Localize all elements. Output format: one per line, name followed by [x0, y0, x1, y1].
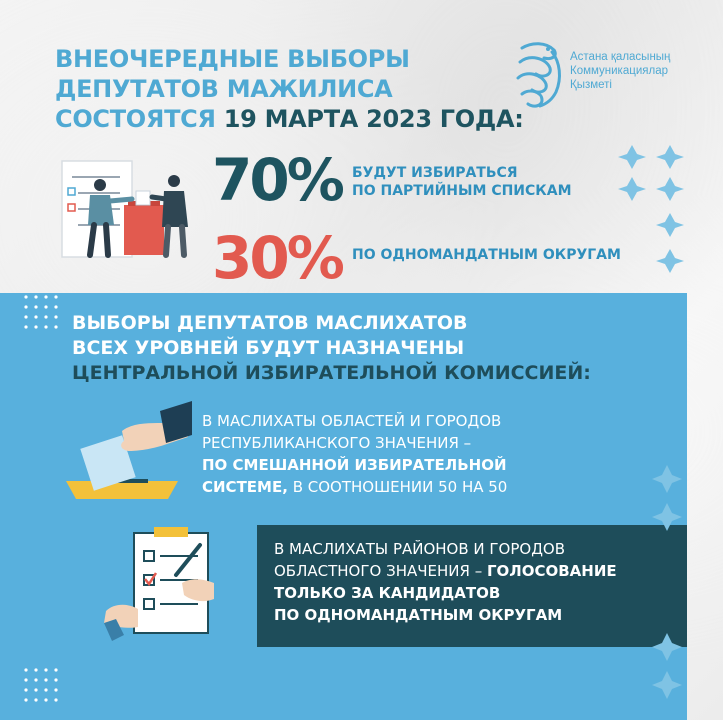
dots-bottom-left-icon: [22, 666, 62, 706]
maslikhat-title-line-3: ЦЕНТРАЛЬНОЙ ИЗБИРАТЕЛЬНОЙ КОМИССИЕЙ:: [72, 362, 591, 384]
voters-ballot-box-illustration: [56, 155, 206, 260]
block-regional-line-2: РЕСПУБЛИКАНСКОГО ЗНАЧЕНИЯ –: [202, 434, 472, 452]
block-district-bold-2: ГОЛОСОВАНИЕ: [486, 562, 617, 580]
headline: [55, 44, 524, 134]
block-regional-line-3: [202, 454, 507, 476]
logo-line-3: Қызметі: [570, 79, 612, 91]
block-regional-bold-3: ПО СМЕШАННОЙ ИЗБИРАТЕЛЬНОЙ: [202, 456, 507, 474]
stat-70-line-1: БУДУТ ИЗБИРАТЬСЯ: [352, 165, 518, 181]
sparkles-top-right-icon: [614, 143, 694, 273]
stat-30-label: ПО ОДНОМАНДАТНЫМ ОКРУГАМ: [352, 247, 621, 263]
headline-line-1: ВНЕОЧЕРЕДНЫЕ ВЫБОРЫ: [55, 45, 410, 73]
hand-ballot-icon: [52, 401, 192, 501]
block-district: [274, 538, 617, 626]
headline-date: 19 МАРТА 2023 ГОДА:: [223, 105, 524, 133]
stat-70-line-2: ПО ПАРТИЙНЫМ СПИСКАМ: [352, 183, 572, 199]
logo-line-1: Астана қаласының: [570, 51, 671, 63]
block-district-bold-4: ПО ОДНОМАНДАТНЫМ ОКРУГАМ: [274, 606, 563, 624]
headline-line-3-lead: СОСТОЯТСЯ: [55, 105, 224, 133]
sparkles-bottom-right-icon: [644, 463, 690, 703]
logo: [512, 40, 702, 110]
maslikhat-title: [72, 311, 591, 386]
stat-70-label: [352, 164, 572, 200]
snow-leopard-logo-icon: [512, 40, 566, 110]
maslikhat-panel: [0, 293, 723, 720]
block-district-box: [257, 525, 687, 647]
logo-text: [570, 50, 670, 92]
block-regional-line-1: В МАСЛИХАТЫ ОБЛАСТЕЙ И ГОРОДОВ: [202, 412, 502, 430]
block-district-bold-3: ТОЛЬКО ЗА КАНДИДАТОВ: [274, 584, 501, 602]
maslikhat-title-line-2: ВСЕХ УРОВНЕЙ БУДУТ НАЗНАЧЕНЫ: [72, 337, 465, 359]
logo-line-2: Коммуникациялар: [570, 65, 668, 77]
maslikhat-title-line-1: ВЫБОРЫ ДЕПУТАТОВ МАСЛИХАТОВ: [72, 312, 468, 334]
checklist-clipboard-icon: [104, 523, 214, 648]
block-district-line-3: [274, 582, 617, 604]
block-district-line-1: В МАСЛИХАТЫ РАЙОНОВ И ГОРОДОВ: [274, 540, 566, 558]
headline-line-3: [55, 104, 524, 134]
block-regional: [202, 410, 507, 498]
block-district-line-2: [274, 560, 617, 582]
block-regional-bold-4: СИСТЕМЕ,: [202, 478, 288, 496]
block-regional-ratio: В СООТНОШЕНИИ 50 НА 50: [287, 478, 508, 496]
stat-30-value: 30%: [212, 224, 342, 292]
block-district-lead: ОБЛАСТНОГО ЗНАЧЕНИЯ –: [274, 562, 487, 580]
dots-top-left-icon: [22, 293, 62, 333]
headline-line-2: ДЕПУТАТОВ МАЖИЛИСА: [55, 75, 393, 103]
block-district-line-4: [274, 604, 617, 626]
block-regional-line-4: [202, 476, 507, 498]
stat-70-value: 70%: [212, 146, 342, 214]
